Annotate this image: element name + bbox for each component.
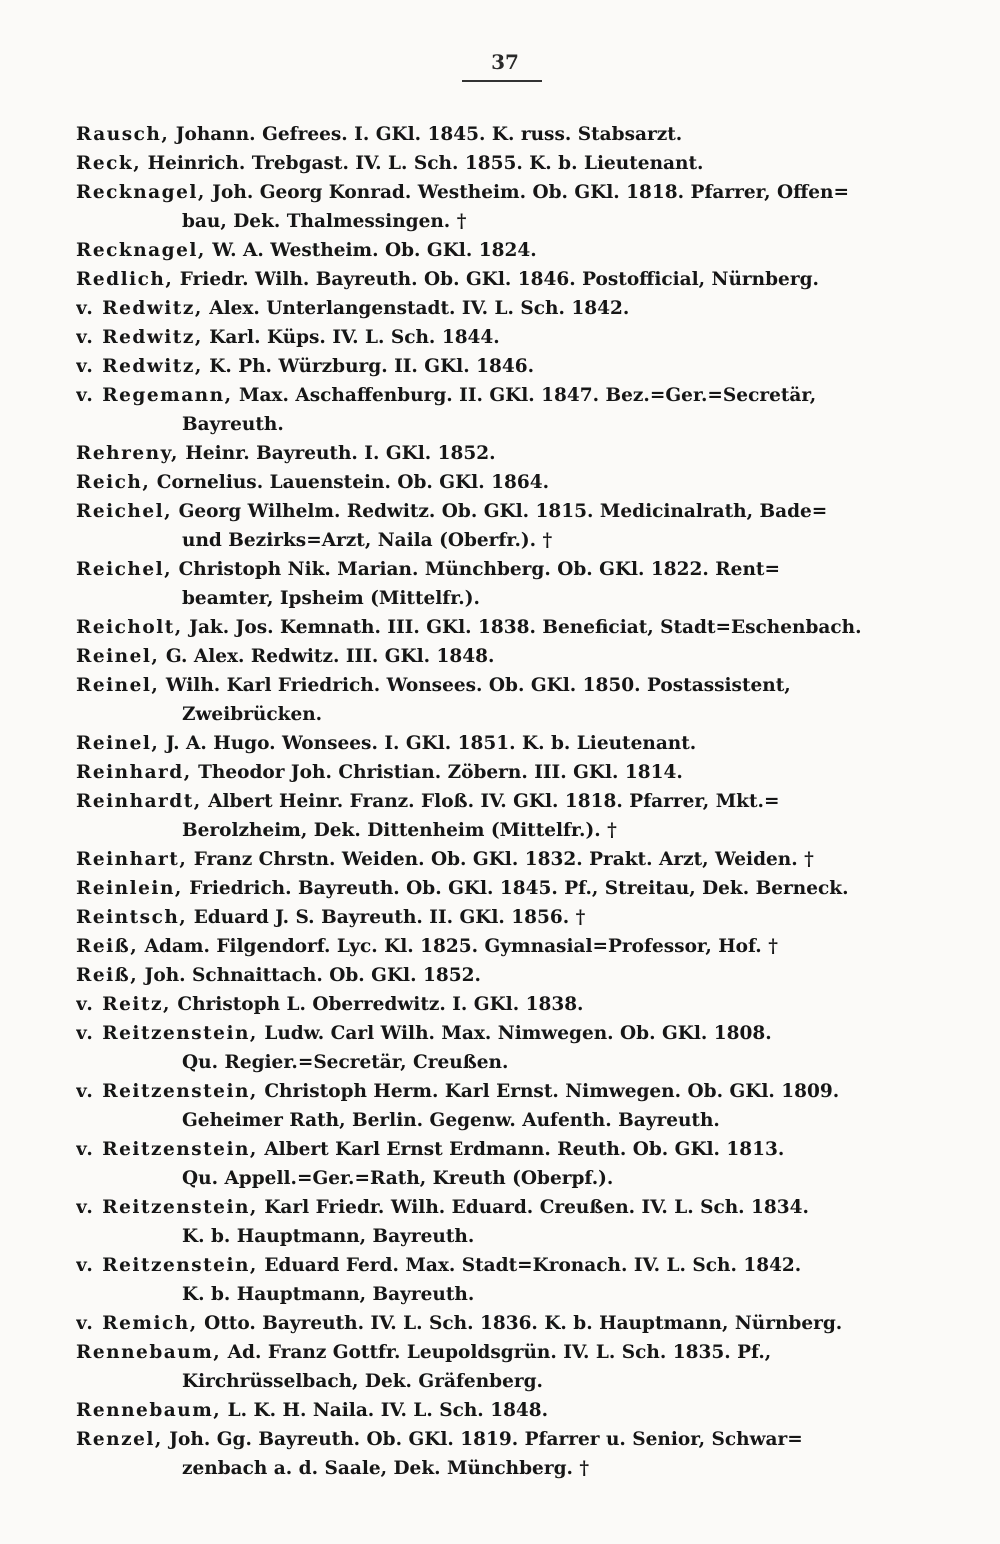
entry-surname: Reichel, [76,559,173,580]
register-entry [76,1309,938,1338]
page-number: 37 [491,50,519,74]
entry-surname: v. Reitzenstein, [76,1023,258,1044]
entry-surname: Reinhart, [76,849,188,870]
register-entry [76,178,938,236]
register-entry [76,932,938,961]
register-entry [76,1338,938,1396]
register-entry [76,642,938,671]
entry-first-line [76,555,938,584]
entry-first-line [76,497,938,526]
entry-surname: Rennebaum, [76,1400,222,1421]
entry-surname: Reintsch, [76,907,188,928]
entry-surname: v. Redwitz, [76,356,203,377]
entry-details: Max. Aschaffenburg. II. GKl. 1847. Bez.=Ger.=Secretär, [232,385,817,406]
entry-surname: v. Reitzenstein, [76,1139,258,1160]
entry-first-line [76,178,938,207]
page-number-rule [462,80,542,82]
register-entry [76,758,938,787]
entry-first-line [76,961,938,990]
register-entry [76,729,938,758]
entry-first-line [76,120,938,149]
entry-first-line [76,874,938,903]
entry-details: Heinr. Bayreuth. I. GKl. 1852. [178,443,496,464]
entry-continuation-line: bau, Dek. Thalmessingen. † [182,211,467,232]
entry-continuation-line: Berolzheim, Dek. Dittenheim (Mittelfr.). † [182,820,617,841]
entry-first-line [76,1396,938,1425]
entry-continuation-line: und Bezirks=Arzt, Naila (Oberfr.). † [182,530,553,551]
entry-details: Johann. Gefrees. I. GKl. 1845. K. russ. Stabsarzt. [169,124,683,145]
entry-first-line [76,265,938,294]
register-entry [76,787,938,845]
register-entry [76,1251,938,1309]
entry-surname: Rennebaum, [76,1342,222,1363]
entry-first-line [76,1309,938,1338]
entry-surname: v. Reitzenstein, [76,1081,258,1102]
entry-first-line [76,236,938,265]
entry-first-line [76,439,938,468]
entry-continuation-line: Kirchrüsselbach, Dek. Gräfenberg. [182,1371,543,1392]
entry-first-line [76,1135,938,1164]
entry-first-line [76,903,938,932]
entry-first-line [76,729,938,758]
entry-details: Albert Heinr. Franz. Floß. IV. GKl. 1818. Pfarrer, Mkt.= [201,791,780,812]
register-entry [76,439,938,468]
register-entry [76,990,938,1019]
entry-surname: v. Redwitz, [76,298,203,319]
register-entry [76,903,938,932]
register-entry [76,120,938,149]
entry-continuation-line: Geheimer Rath, Berlin. Gegenw. Aufenth. Bayreuth. [182,1110,720,1131]
entry-continuation-line: Qu. Appell.=Ger.=Rath, Kreuth (Oberpf.). [182,1168,614,1189]
entry-details: Adam. Filgendorf. Lyc. Kl. 1825. Gymnasial=Professor, Hof. † [138,936,778,957]
entry-surname: Recknagel, [76,240,206,261]
entry-details: Christoph Herm. Karl Ernst. Nimwegen. Ob. GKl. 1809. [257,1081,840,1102]
entry-details: L. K. H. Naila. IV. L. Sch. 1848. [221,1400,549,1421]
entry-details: J. A. Hugo. Wonsees. I. GKl. 1851. K. b. Lieutenant. [159,733,697,754]
entry-first-line [76,294,938,323]
entry-first-line [76,932,938,961]
entry-surname: Redlich, [76,269,174,290]
register-entry [76,1396,938,1425]
entry-details: K. Ph. Würzburg. II. GKl. 1846. [202,356,535,377]
entry-details: Ad. Franz Gottfr. Leupoldsgrün. IV. L. Sch. 1835. Pf., [221,1342,772,1363]
entry-details: Joh. Schnaittach. Ob. GKl. 1852. [138,965,481,986]
register-entry [76,1019,938,1077]
entry-first-line [76,1193,938,1222]
entry-details: Albert Karl Ernst Erdmann. Reuth. Ob. GKl. 1813. [257,1139,785,1160]
register-entry [76,1425,938,1483]
entry-surname: Reinel, [76,675,160,696]
entry-continuation-line: K. b. Hauptmann, Bayreuth. [182,1226,475,1247]
register-entry [76,613,938,642]
register-entry [76,555,938,613]
entry-surname: Rehreny, [76,443,179,464]
register-entry [76,671,938,729]
entry-details: Franz Chrstn. Weiden. Ob. GKl. 1832. Prakt. Arzt, Weiden. † [187,849,814,870]
entry-continuation-line: beamter, Ipsheim (Mittelfr.). [182,588,480,609]
register-entry [76,1193,938,1251]
entry-surname: Reinel, [76,733,160,754]
entry-details: Cornelius. Lauenstein. Ob. GKl. 1864. [150,472,550,493]
entry-first-line [76,1019,938,1048]
entry-continuation-line: Zweibrücken. [182,704,323,725]
entry-details: Karl. Küps. IV. L. Sch. 1844. [202,327,500,348]
entry-surname: v. Reitzenstein, [76,1255,258,1276]
entry-details: Christoph Nik. Marian. Münchberg. Ob. GKl. 1822. Rent= [172,559,780,580]
entry-surname: Reichel, [76,501,173,522]
register-entry [76,961,938,990]
register-entries [76,120,938,1483]
entry-first-line [76,1338,938,1367]
register-entry [76,874,938,903]
entry-continuation-line: K. b. Hauptmann, Bayreuth. [182,1284,475,1305]
entry-details: Otto. Bayreuth. IV. L. Sch. 1836. K. b. Hauptmann, Nürnberg. [197,1313,843,1334]
entry-first-line [76,613,938,642]
entry-surname: Reinel, [76,646,160,667]
entry-surname: Reinlein, [76,878,183,899]
entry-first-line [76,1425,938,1454]
register-entry [76,381,938,439]
entry-surname: Reiß, [76,965,139,986]
entry-first-line [76,787,938,816]
register-entry [76,323,938,352]
entry-surname: Reiß, [76,936,139,957]
entry-details: Alex. Unterlangenstadt. IV. L. Sch. 1842. [202,298,630,319]
entry-details: Karl Friedr. Wilh. Eduard. Creußen. IV. L. Sch. 1834. [257,1197,809,1218]
entry-first-line [76,381,938,410]
entry-first-line [76,468,938,497]
entry-continuation-line: Bayreuth. [182,414,284,435]
entry-first-line [76,352,938,381]
entry-details: Friedrich. Bayreuth. Ob. GKl. 1845. Pf., Streitau, Dek. Berneck. [182,878,849,899]
entry-first-line [76,149,938,178]
entry-surname: v. Regemann, [76,385,233,406]
entry-surname: Renzel, [76,1429,163,1450]
entry-surname: v. Remich, [76,1313,198,1334]
register-entry [76,1135,938,1193]
entry-surname: Reck, [76,153,142,174]
entry-continuation-line: Qu. Regier.=Secretär, Creußen. [182,1052,509,1073]
entry-first-line [76,1077,938,1106]
entry-details: Joh. Gg. Bayreuth. Ob. GKl. 1819. Pfarrer u. Senior, Schwar= [162,1429,803,1450]
entry-first-line [76,671,938,700]
register-entry [76,845,938,874]
register-entry [76,352,938,381]
register-entry [76,497,938,555]
entry-surname: Reinhard, [76,762,192,783]
register-entry [76,236,938,265]
entry-details: Georg Wilhelm. Redwitz. Ob. GKl. 1815. Medicinalrath, Bade= [172,501,828,522]
entry-surname: Reicholt, [76,617,183,638]
entry-surname: v. Reitz, [76,994,171,1015]
entry-first-line [76,642,938,671]
entry-details: Eduard J. S. Bayreuth. II. GKl. 1856. † [187,907,586,928]
entry-surname: Rausch, [76,124,170,145]
entry-details: Wilh. Karl Friedrich. Wonsees. Ob. GKl. 1850. Postassistent, [159,675,791,696]
entry-first-line [76,1251,938,1280]
entry-details: Eduard Ferd. Max. Stadt=Kronach. IV. L. Sch. 1842. [257,1255,802,1276]
entry-details: Christoph L. Oberredwitz. I. GKl. 1838. [170,994,584,1015]
entry-first-line [76,990,938,1019]
entry-details: Ludw. Carl Wilh. Max. Nimwegen. Ob. GKl. 1808. [257,1023,772,1044]
entry-first-line [76,845,938,874]
register-entry [76,265,938,294]
entry-surname: Reinhardt, [76,791,202,812]
entry-surname: v. Reitzenstein, [76,1197,258,1218]
entry-surname: Recknagel, [76,182,206,203]
entry-continuation-line: zenbach a. d. Saale, Dek. Münchberg. † [182,1458,590,1479]
entry-details: Friedr. Wilh. Bayreuth. Ob. GKl. 1846. Postofficial, Nürnberg. [173,269,819,290]
entry-first-line [76,323,938,352]
entry-details: Heinrich. Trebgast. IV. L. Sch. 1855. K. b. Lieutenant. [141,153,704,174]
register-entry [76,468,938,497]
entry-surname: v. Redwitz, [76,327,203,348]
entry-details: Theodor Joh. Christian. Zöbern. III. GKl. 1814. [191,762,683,783]
register-entry [76,294,938,323]
register-entry [76,149,938,178]
entry-details: W. A. Westheim. Ob. GKl. 1824. [205,240,537,261]
entry-details: G. Alex. Redwitz. III. GKl. 1848. [159,646,495,667]
entry-details: Jak. Jos. Kemnath. III. GKl. 1838. Beneficiat, Stadt=Eschenbach. [182,617,862,638]
register-entry [76,1077,938,1135]
entry-first-line [76,758,938,787]
entry-surname: Reich, [76,472,151,493]
entry-details: Joh. Georg Konrad. Westheim. Ob. GKl. 1818. Pfarrer, Offen= [205,182,849,203]
